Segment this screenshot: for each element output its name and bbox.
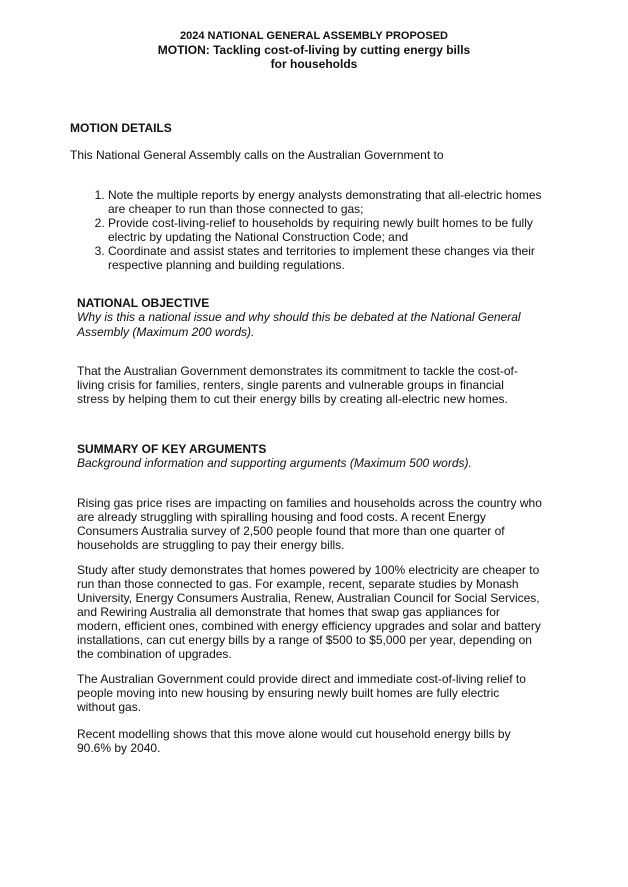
title-line-3: for households	[270, 57, 358, 71]
motion-item-1: 1. Note the multiple reports by energy analysts demonstrating that all-electric homes are cheaper to run than those connected to gas;	[108, 188, 558, 216]
motion-details-heading: MOTION DETAILS	[70, 121, 172, 135]
motion-item-3: 3. Coordinate and assist states and territories to implement these changes via their respective planning and building regulations.	[108, 244, 558, 272]
title-line-1: 2024 NATIONAL GENERAL ASSEMBLY PROPOSED	[180, 30, 448, 42]
key-arguments-heading: SUMMARY OF KEY ARGUMENTS	[77, 442, 267, 456]
document-title	[0, 29, 628, 71]
argument-paragraph-3: The Australian Government could provide direct and immediate cost-of-living relief to people moving into new housing by ensuring newly built homes are fully electric without gas.	[77, 672, 526, 714]
motion-item-2: 2. Provide cost-living-relief to households by requiring newly built homes to be fully electric by updating the National Construction Code; and	[108, 216, 558, 244]
national-objective-heading: NATIONAL OBJECTIVE	[77, 296, 210, 310]
motion-details-intro: This National General Assembly calls on the Australian Government to	[70, 148, 444, 162]
argument-paragraph-1: Rising gas price rises are impacting on families and households across the country who are already struggling with spiralling housing and food costs. A recent Energy Consumers Australia survey of 2,500 people found that more than one quarter of households are struggling to pay their energy bills.	[77, 496, 542, 552]
national-objective-prompt: Why is this a national issue and why should this be debated at the National General Assembly (Maximum 200 words).	[77, 310, 521, 339]
argument-paragraph-2: Study after study demonstrates that homes powered by 100% electricity are cheaper to run than those connected to gas. For example, recent, separate studies by Monash University, Energy Consumers Australia, Renew, Australian Council for Social Services, and Rewiring Australia all demonstrate that homes that swap gas appliances for modern, efficient ones, combined with energy efficiency upgrades and solar and battery installations, can cut energy bills by a range of $500 to $5,000 per year, depending on the combination of upgrades.	[77, 563, 541, 661]
title-line-2: MOTION: Tackling cost-of-living by cutting energy bills	[157, 43, 471, 57]
motion-items-list	[84, 188, 558, 272]
argument-paragraph-4: Recent modelling shows that this move alone would cut household energy bills by 90.6% by 2040.	[77, 727, 511, 755]
key-arguments-prompt: Background information and supporting arguments (Maximum 500 words).	[77, 456, 472, 470]
national-objective-body: That the Australian Government demonstrates its commitment to tackle the cost-of-living crisis for families, renters, single parents and vulnerable groups in financial stress by helping them to cut their energy bills by creating all-electric new homes.	[77, 364, 518, 406]
